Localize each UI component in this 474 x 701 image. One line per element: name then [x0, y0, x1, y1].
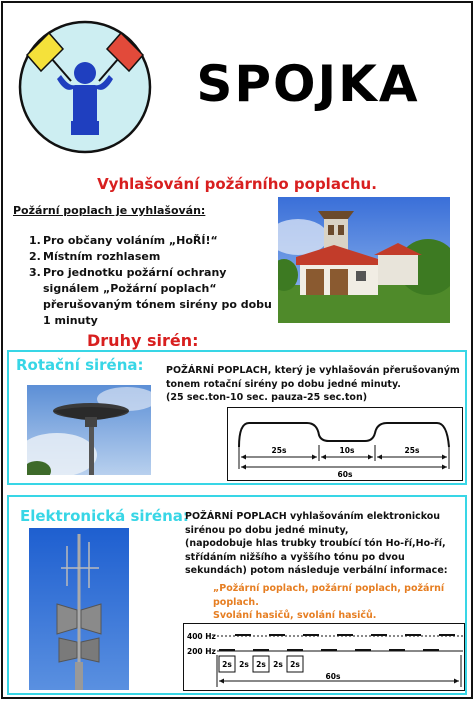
page-subtitle: Vyhlašování požárního poplachu.: [97, 175, 377, 193]
segment-label: 2s: [239, 660, 249, 669]
segment-label: 2s: [290, 660, 300, 669]
electronic-siren-title: Elektronická siréna:: [20, 507, 189, 525]
intro-label: Požární poplach je vyhlašován:: [13, 204, 206, 217]
electronic-siren-description: POŽÁRNÍ POPLACH vyhlašováním elektronickou sirénou po dobu jedné minuty,: [185, 511, 441, 536]
electronic-siren-photo: [29, 528, 129, 690]
rotary-siren-description: POŽÁRNÍ POPLACH, který je vyhlašován přerušovaným tonem rotační sirény po dobu jedné minuty.: [166, 365, 460, 390]
list-item: 2. Místním rozhlasem: [29, 250, 161, 263]
page-title: SPOJKA: [196, 55, 420, 113]
rotary-seg2-label: 10s: [339, 446, 355, 455]
segment-label: 2s: [273, 660, 283, 669]
fire-station-photo: [278, 197, 450, 323]
rotary-signal-diagram: [227, 407, 463, 481]
sirens-heading: Druhy sirén:: [87, 331, 199, 350]
rotary-siren-title: Rotační siréna:: [16, 356, 144, 374]
rotary-total-label: 60s: [337, 470, 353, 479]
alarm-methods-list: [29, 233, 279, 329]
rotary-siren-timing: (25 sec.ton-10 sec. pauza-25 sec.ton): [166, 392, 368, 403]
rotary-seg3-label: 25s: [404, 446, 420, 455]
poster: [1, 1, 473, 699]
rotary-seg1-label: 25s: [271, 446, 287, 455]
fire-brigade-logo: [17, 19, 153, 155]
verbal-line: „Požární poplach, požární poplach, požární poplach.: [213, 583, 445, 608]
segment-label: 2s: [222, 660, 232, 669]
freq-low-label: 200 Hz: [187, 647, 216, 656]
electronic-siren-details: (napodobuje hlas trubky troubící tón Ho-ří,Ho-ří, střídáním nižšího a vyššího tónu po dvou sekundách) potom následuje verbální informace:: [185, 538, 448, 576]
rotary-siren-photo: [27, 385, 151, 475]
verbal-line: Svolání hasičů, svolání hasičů.: [213, 610, 377, 621]
segment-label: 2s: [256, 660, 266, 669]
list-item: 1. Pro občany voláním „HoŘÍ!“: [29, 234, 218, 247]
list-item: 3. Pro jednotku požární ochrany signálem „Požární poplach“ přerušovaným tónem sirény po dobu 1 minuty: [29, 266, 272, 327]
electronic-signal-diagram: [183, 623, 465, 691]
freq-high-label: 400 Hz: [187, 632, 216, 641]
electronic-total-label: 60s: [325, 672, 341, 681]
